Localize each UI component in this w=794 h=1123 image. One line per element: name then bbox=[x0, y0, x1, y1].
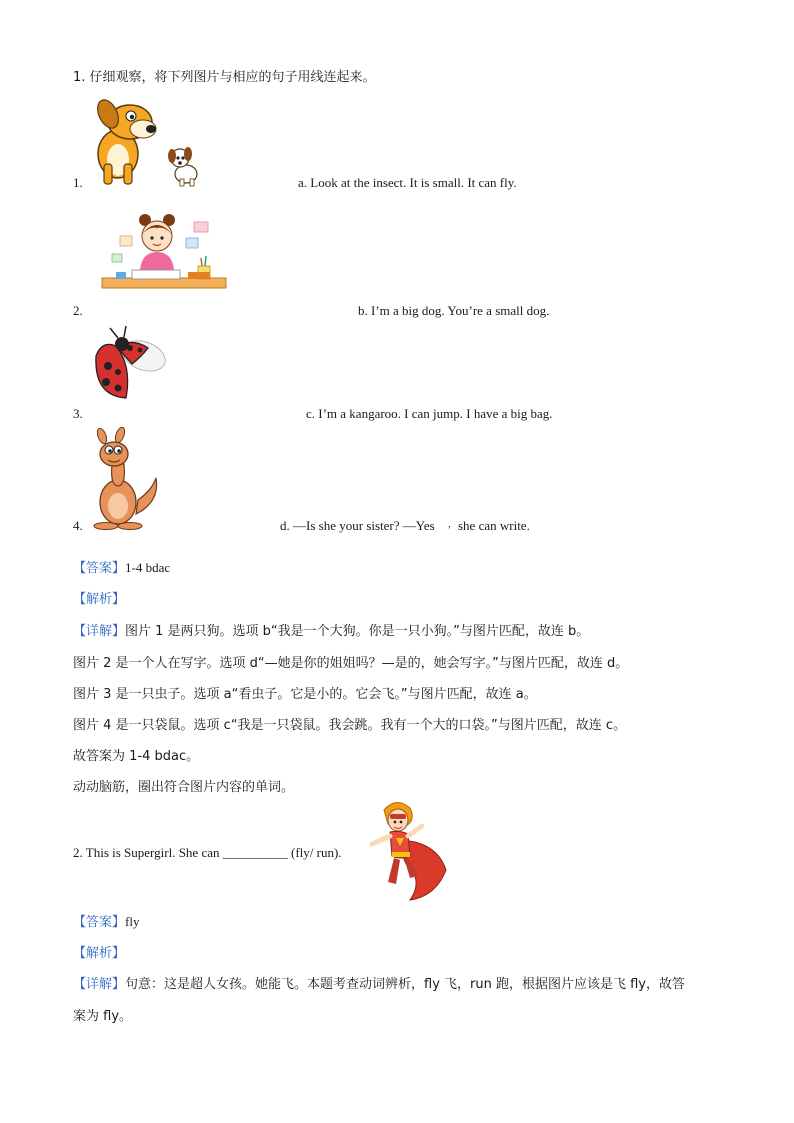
supergirl-picture bbox=[366, 800, 452, 902]
q2-answer: fly bbox=[125, 914, 140, 929]
q1-instruction: 1. 仔细观察，将下列图片与相应的句子用线连起来。 bbox=[73, 70, 376, 85]
section2-title: 动动脑筋，圈出符合图片内容的单词。 bbox=[73, 780, 295, 795]
q1-detail-line-1 bbox=[73, 620, 589, 639]
q1-option-d-continuation: she can write. bbox=[458, 518, 530, 533]
q2-detail-tag: 【详解】 bbox=[73, 977, 126, 992]
q1-option-c: c. I’m a kangaroo. I can jump. I have a big bag. bbox=[306, 406, 553, 421]
q1-conclusion: 故答案为 1-4 bdac。 bbox=[73, 749, 200, 764]
q1-analysis-tag: 【解析】 bbox=[73, 592, 126, 607]
q2-question: 2. This is Supergirl. She can __________ (fly/ run). bbox=[73, 845, 342, 860]
q2-detail-line-2: 案为 fly。 bbox=[73, 1009, 133, 1024]
q2-analysis-tag: 【解析】 bbox=[73, 946, 126, 961]
q1-number-3: 3. bbox=[73, 406, 83, 421]
q1-detail-line-2: 图片 2 是一个人在写字。选项 d“—她是你的姐姐吗？—是的，她会写字。”与图片匹配，故连 d。 bbox=[73, 656, 629, 671]
q1-answer: 1-4 bdac bbox=[125, 560, 171, 575]
q1-option-a: a. Look at the insect. It is small. It can fly. bbox=[298, 175, 517, 190]
q1-option-d: d. —Is she your sister? —Yes bbox=[280, 518, 435, 533]
q1-detail-line-4: 图片 4 是一只袋鼠。选项 c“我是一只袋鼠。我会跳。我有一个大的口袋。”与图片匹配，故连 c。 bbox=[73, 718, 627, 733]
q1-option-d-comma: , bbox=[448, 519, 451, 530]
q2-answer-tag: 【答案】 bbox=[73, 915, 126, 930]
q1-number-4: 4. bbox=[73, 518, 83, 533]
girl-writing-picture bbox=[102, 214, 226, 298]
dogs-picture bbox=[88, 96, 208, 188]
q1-number-2: 2. bbox=[73, 303, 83, 318]
q1-detail-text-1: 图片 1 是两只狗。选项 b“我是一个大狗。你是一只小狗。”与图片匹配，故连 b。 bbox=[125, 624, 590, 639]
q1-number-1: 1. bbox=[73, 175, 83, 190]
q1-option-b: b. I’m a big dog. You’re a small dog. bbox=[358, 303, 550, 318]
q2-answer-line bbox=[73, 911, 139, 930]
ladybug-picture bbox=[86, 326, 170, 404]
q1-detail-line-3: 图片 3 是一只虫子。选项 a“看虫子。它是小的。它会飞。”与图片匹配，故连 a。 bbox=[73, 687, 537, 702]
q1-answer-tag: 【答案】 bbox=[73, 561, 126, 576]
q2-detail-line-1 bbox=[73, 973, 685, 992]
q1-answer-line bbox=[73, 557, 170, 576]
q2-detail-text-1: 句意：这是超人女孩。她能飞。本题考查动词辨析，fly 飞，run 跑，根据图片应该是飞 fly，故答 bbox=[125, 977, 686, 992]
kangaroo-picture bbox=[88, 430, 162, 530]
q1-detail-tag: 【详解】 bbox=[73, 624, 126, 639]
